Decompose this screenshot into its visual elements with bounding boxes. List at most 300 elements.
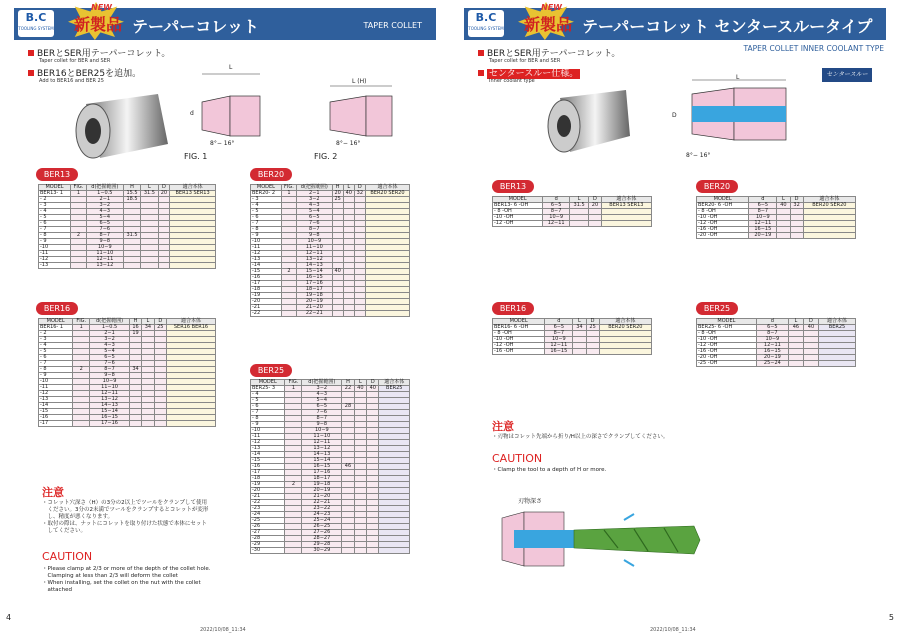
table-cell: -12: [251, 251, 282, 257]
table-cell: BER25- 3: [251, 386, 285, 392]
bullet-1-en: Taper collet for BER and SER: [489, 58, 561, 64]
tag-ber20: BER20: [250, 168, 292, 181]
table-cell: 21−20: [297, 305, 333, 311]
page-title-en: TAPER COLLET: [363, 21, 422, 30]
table-cell: 22: [342, 386, 354, 392]
table-cell: - 5: [251, 209, 282, 215]
tag-ber20: BER20: [696, 180, 738, 193]
table-cell: BER25: [379, 386, 410, 392]
column-header: FIG.: [281, 185, 296, 191]
table-cell: - 9: [251, 233, 282, 239]
column-header: d: [543, 197, 570, 203]
table-cell: 7−6: [297, 221, 333, 227]
table-cell: 2: [285, 482, 302, 488]
table-cell: 40: [332, 269, 343, 275]
table-cell: 1−0.5: [86, 191, 123, 197]
column-header: H: [342, 380, 354, 386]
table-cell: -10: [251, 428, 285, 434]
table-cell: - 5: [39, 349, 73, 355]
table-cell: 2−1: [297, 191, 333, 197]
table-cell: 15−14: [302, 458, 342, 464]
table-cell: BER25: [818, 325, 855, 331]
table-cell: [142, 421, 154, 427]
table-cell: BER20 SER20: [803, 203, 855, 209]
table-cell: -12 -OH: [697, 221, 749, 227]
l-label: L: [736, 74, 740, 81]
bullet-1-en: Taper collet for BER and SER: [39, 58, 111, 64]
table-cell: 10−9: [86, 245, 123, 251]
table-cell: 3−2: [297, 197, 333, 203]
table-cell: - 9: [39, 239, 71, 245]
table-cell: [141, 263, 158, 269]
table-cell: [343, 311, 354, 317]
table-cell: - 8 -OH: [493, 209, 543, 215]
table-cell: 31.5: [123, 233, 140, 239]
table-cell: 16−15: [302, 464, 342, 470]
fig1-l-label: L: [229, 64, 233, 71]
table-cell: 28: [342, 404, 354, 410]
column-header: D: [158, 185, 170, 191]
table-cell: [777, 233, 790, 239]
table-cell: -27: [251, 530, 285, 536]
table-cell: -11: [251, 245, 282, 251]
column-header: d(把握範囲): [86, 185, 123, 191]
table-cell: 12−11: [749, 221, 777, 227]
bullet-2: BER16とBER25を追加。: [28, 66, 141, 79]
table-cell: [570, 221, 589, 227]
table-cell: [170, 263, 216, 269]
table-cell: - 9: [39, 373, 73, 379]
table-cell: 15−14: [297, 269, 333, 275]
table-row: [251, 311, 410, 317]
column-header: D: [790, 197, 803, 203]
bullet-2-text: センタースルー仕様。: [489, 69, 579, 79]
table-cell: - 7: [39, 361, 73, 367]
table-cell: 12−11: [545, 343, 573, 349]
table-row: [251, 548, 410, 554]
table-cell: - 6: [39, 355, 73, 361]
table-ber16: [492, 318, 652, 355]
table-cell: 26−25: [302, 524, 342, 530]
column-header: L: [777, 197, 790, 203]
table-cell: [285, 548, 302, 554]
table-cell: [342, 548, 354, 554]
table-cell: -25 -OH: [697, 361, 757, 367]
table-cell: -23: [251, 506, 285, 512]
table-cell: 4−3: [302, 392, 342, 398]
column-header: L: [142, 319, 154, 325]
table-cell: 27−26: [302, 530, 342, 536]
table-cell: 19−18: [297, 293, 333, 299]
fig2-angle: 8°− 16°: [336, 140, 361, 147]
table-cell: 9−8: [302, 422, 342, 428]
column-header: FIG.: [73, 319, 90, 325]
table-cell: 20−19: [297, 299, 333, 305]
table-cell: 12−11: [543, 221, 570, 227]
table-cell: - 4: [39, 343, 73, 349]
table-cell: 20−19: [756, 355, 788, 361]
table-cell: -15: [251, 269, 282, 275]
column-header: H: [129, 319, 141, 325]
table-cell: 12−11: [297, 251, 333, 257]
table-cell: 34: [129, 367, 141, 373]
table-cell: -25: [251, 518, 285, 524]
table-cell: - 7: [251, 221, 282, 227]
column-header: D: [367, 380, 379, 386]
table-cell: [71, 263, 87, 269]
table-cell: -21: [251, 494, 285, 500]
table-cell: 20−19: [302, 488, 342, 494]
table-cell: 2: [71, 233, 87, 239]
column-header: MODEL: [493, 319, 545, 325]
table-cell: -24: [251, 512, 285, 518]
table-cell: - 8: [251, 227, 282, 233]
table-cell: -10 -OH: [697, 215, 749, 221]
column-header: MODEL: [39, 185, 71, 191]
tag-ber25: BER25: [696, 302, 738, 315]
page-title-en: TAPER COLLET INNER COOLANT TYPE: [743, 44, 884, 53]
table-cell: 16−15: [90, 415, 130, 421]
table-cell: - 2: [39, 331, 73, 337]
table-cell: 19: [129, 331, 141, 337]
table-cell: 25−24: [756, 361, 788, 367]
tag-ber16: BER16: [492, 302, 534, 315]
table-cell: 6−5: [543, 203, 570, 209]
table-cell: 7−6: [90, 361, 130, 367]
table-cell: -13: [39, 397, 73, 403]
table-cell: [379, 548, 410, 554]
table-ber20: [250, 184, 410, 317]
table-cell: 8−7: [545, 331, 573, 337]
table-cell: 5−4: [86, 215, 123, 221]
table-cell: 31.5: [570, 203, 589, 209]
table-cell: 40: [343, 191, 354, 197]
table-cell: - 4: [251, 203, 282, 209]
column-header: d: [756, 319, 788, 325]
collet-photo: [30, 84, 190, 170]
table-cell: 14−13: [302, 452, 342, 458]
table-cell: 15.5: [123, 191, 140, 197]
table-cell: 16−15: [749, 227, 777, 233]
table-cell: -16 -OH: [697, 227, 749, 233]
table-cell: 5−4: [90, 349, 130, 355]
table-cell: - 8: [251, 416, 285, 422]
table-cell: 2−1: [86, 197, 123, 203]
column-header: d: [749, 197, 777, 203]
table-cell: 18−17: [297, 287, 333, 293]
table-cell: 13−12: [86, 263, 123, 269]
collet-drawings: [190, 64, 440, 164]
table-cell: -20 -OH: [697, 355, 757, 361]
table-cell: 10−9: [543, 215, 570, 221]
table-cell: - 7: [251, 410, 285, 416]
print-date: 2022/10/08_11:34: [650, 627, 696, 633]
table-cell: - 2: [39, 197, 71, 203]
table-cell: 6−5: [86, 221, 123, 227]
table-cell: 11−10: [302, 434, 342, 440]
table-cell: 10−9: [756, 337, 788, 343]
table-cell: 17−16: [90, 421, 130, 427]
bullet-2-en: Add to BER16 and BER 25: [39, 78, 104, 84]
table-cell: [601, 221, 651, 227]
column-header: MODEL: [493, 197, 543, 203]
table-ber20: [696, 196, 856, 239]
right-page: [450, 0, 900, 636]
table-cell: -13: [251, 446, 285, 452]
table-cell: 5−4: [302, 398, 342, 404]
table-cell: -12: [251, 440, 285, 446]
table-cell: -12 -OH: [697, 343, 757, 349]
fig1-d-label: d: [190, 110, 194, 117]
table-cell: -21: [251, 305, 282, 311]
column-header: H: [332, 185, 343, 191]
depth-label: 刃物深さ: [518, 498, 543, 505]
table-cell: [365, 311, 409, 317]
table-cell: 4−3: [90, 343, 130, 349]
table-cell: 13−12: [90, 397, 130, 403]
table-cell: 9−8: [86, 239, 123, 245]
table-cell: -11: [39, 251, 71, 257]
table-cell: 16: [129, 325, 141, 331]
table-ber13: [38, 184, 216, 269]
column-header: 適合本体: [601, 197, 651, 203]
table-cell: [166, 421, 215, 427]
table-cell: 1−0.5: [90, 325, 130, 331]
caution-jp-heading: 注意: [42, 486, 64, 499]
column-header: MODEL: [251, 185, 282, 191]
table-cell: [599, 349, 651, 355]
table-cell: BER16- 6 -OH: [493, 325, 545, 331]
table-cell: -20: [251, 299, 282, 305]
column-header: 適合本体: [599, 319, 651, 325]
table-cell: - 7: [39, 227, 71, 233]
table-cell: 25: [332, 197, 343, 203]
table-cell: [803, 361, 818, 367]
table-cell: 40: [367, 386, 379, 392]
column-header: L: [573, 319, 586, 325]
table-cell: 4−3: [86, 209, 123, 215]
table-cell: - 6: [251, 215, 282, 221]
table-cell: - 8 -OH: [697, 209, 749, 215]
table-cell: - 4: [251, 392, 285, 398]
table-ber25: [250, 379, 410, 554]
new-product-label: 新製品: [524, 15, 573, 34]
table-cell: -19: [251, 293, 282, 299]
page-header: [464, 3, 886, 40]
table-cell: 11−10: [86, 251, 123, 257]
bc-logo: B.C TOOLING SYSTEM: [468, 10, 504, 37]
table-cell: 30−29: [302, 548, 342, 554]
table-cell: -16: [39, 415, 73, 421]
column-header: D: [803, 319, 818, 325]
table-cell: 40: [777, 203, 790, 209]
table-cell: BER13 SER13: [601, 203, 651, 209]
table-cell: 13−12: [302, 446, 342, 452]
table-cell: -16 -OH: [697, 349, 757, 355]
table-cell: 32: [790, 203, 803, 209]
table-cell: 14−13: [297, 263, 333, 269]
page-number: 5: [888, 613, 894, 622]
table-cell: 1: [281, 191, 296, 197]
table-cell: -12 -OH: [493, 343, 545, 349]
table-cell: [154, 421, 166, 427]
table-cell: 6−5: [756, 325, 788, 331]
table-row: [493, 221, 652, 227]
table-row: [39, 421, 216, 427]
table-cell: 8−7: [90, 367, 130, 373]
table-cell: 40: [803, 325, 818, 331]
table-cell: -30: [251, 548, 285, 554]
table-cell: 1: [71, 191, 87, 197]
tag-ber13: BER13: [36, 168, 78, 181]
table-cell: 4−3: [297, 203, 333, 209]
fig1-angle: 8°− 16°: [210, 140, 235, 147]
table-cell: [790, 233, 803, 239]
bullet-2-en: Inner coolant type: [489, 78, 535, 84]
table-cell: [367, 548, 379, 554]
caution-jp-text: ・刃物はコレット先端から折り/H以上の深さでクランプしてください。: [492, 434, 669, 440]
table-cell: 12−11: [90, 391, 130, 397]
table-cell: 20: [332, 191, 343, 197]
table-cell: BER20- 6 -OH: [697, 203, 749, 209]
collet-drawing: [674, 76, 834, 156]
bullet-1: BERとSER用テーパーコレット。: [478, 46, 620, 59]
table-cell: [573, 349, 586, 355]
table-cell: - 4: [39, 209, 71, 215]
table-cell: -14: [39, 403, 73, 409]
table-cell: 25: [586, 325, 599, 331]
table-cell: BER20- 2: [251, 191, 282, 197]
table-cell: [354, 548, 366, 554]
table-cell: 8−7: [756, 331, 788, 337]
caution-en-text: ・Please clamp at 2/3 or more of the depth of the collet hole. Clamping at less than 2/3 will deform the collet ・When installing, set the collet on the nut with the collet attached: [42, 566, 211, 593]
table-cell: 6−5: [545, 325, 573, 331]
column-header: 適合本体: [803, 197, 855, 203]
column-header: d(把握範囲): [302, 380, 342, 386]
table-cell: 25−24: [302, 518, 342, 524]
table-cell: 15−14: [90, 409, 130, 415]
table-cell: -13: [39, 263, 71, 269]
table-cell: 16−15: [297, 275, 333, 281]
table-cell: [281, 311, 296, 317]
collet-photo: [530, 84, 630, 164]
table-cell: 2−1: [90, 331, 130, 337]
table-row: [39, 263, 216, 269]
page-number: 4: [6, 613, 12, 622]
table-cell: BER20 SER20: [365, 191, 409, 197]
table-cell: - 8 -OH: [493, 331, 545, 337]
page-title: テーパーコレット: [132, 17, 260, 36]
table-cell: -14: [251, 452, 285, 458]
column-header: L: [788, 319, 803, 325]
column-header: 適合本体: [170, 185, 216, 191]
table-cell: 8−7: [297, 227, 333, 233]
table-cell: 46: [788, 325, 803, 331]
table-cell: -10 -OH: [697, 337, 757, 343]
table-cell: 24−23: [302, 512, 342, 518]
table-cell: -12 -OH: [493, 221, 543, 227]
table-cell: 6−5: [297, 215, 333, 221]
new-label: NEW: [91, 3, 112, 12]
table-cell: 22−21: [302, 500, 342, 506]
center-through-badge: センタースルー: [822, 68, 872, 82]
table-cell: 20: [158, 191, 170, 197]
table-ber25: [696, 318, 856, 367]
bc-logo: B.C TOOLING SYSTEM: [18, 10, 54, 37]
table-cell: - 9: [251, 422, 285, 428]
table-cell: 8−7: [302, 416, 342, 422]
column-header: L: [343, 185, 354, 191]
table-cell: -16: [251, 464, 285, 470]
table-cell: 18.5: [123, 197, 140, 203]
table-cell: -15: [39, 409, 73, 415]
column-header: L: [570, 197, 589, 203]
table-cell: 3−2: [90, 337, 130, 343]
d-label: D: [672, 112, 677, 119]
drill-diagram: [494, 500, 704, 580]
table-cell: -10: [251, 239, 282, 245]
table-cell: - 8: [39, 233, 71, 239]
table-cell: - 3: [251, 197, 282, 203]
table-cell: 10−9: [302, 428, 342, 434]
table-cell: [354, 311, 365, 317]
table-cell: 7−6: [86, 227, 123, 233]
table-cell: -12: [39, 391, 73, 397]
table-cell: 16−15: [756, 349, 788, 355]
column-header: d(把握範囲): [90, 319, 130, 325]
table-cell: 10−9: [90, 379, 130, 385]
tag-ber16: BER16: [36, 302, 78, 315]
table-cell: 46: [342, 464, 354, 470]
column-header: d: [545, 319, 573, 325]
column-header: MODEL: [251, 380, 285, 386]
table-cell: [818, 361, 855, 367]
table-row: [697, 361, 856, 367]
table-cell: 2: [281, 269, 296, 275]
table-cell: - 6: [39, 221, 71, 227]
column-header: L: [141, 185, 158, 191]
table-cell: 40: [354, 386, 366, 392]
table-cell: - 3: [39, 337, 73, 343]
column-header: 適合本体: [166, 319, 215, 325]
fig1-label: FIG. 1: [184, 152, 208, 161]
tag-ber13: BER13: [492, 180, 534, 193]
table-cell: -12: [39, 257, 71, 263]
table-cell: 3−2: [86, 203, 123, 209]
column-header: H: [123, 185, 140, 191]
table-cell: -17: [251, 281, 282, 287]
table-cell: BER20 SER20: [599, 325, 651, 331]
table-cell: 34: [142, 325, 154, 331]
column-header: MODEL: [39, 319, 73, 325]
table-cell: -11: [251, 434, 285, 440]
table-cell: [332, 311, 343, 317]
table-cell: 10−9: [545, 337, 573, 343]
table-cell: 11−10: [297, 245, 333, 251]
table-cell: 23−22: [302, 506, 342, 512]
table-cell: -26: [251, 524, 285, 530]
table-cell: 5−4: [297, 209, 333, 215]
table-cell: -22: [251, 500, 285, 506]
table-cell: [589, 221, 602, 227]
table-cell: BER13- 1: [39, 191, 71, 197]
table-cell: 12−11: [86, 257, 123, 263]
table-cell: 16−15: [545, 349, 573, 355]
page-header: [14, 3, 436, 40]
table-cell: -17: [39, 421, 73, 427]
table-cell: -13: [251, 257, 282, 263]
column-header: 適合本体: [379, 380, 410, 386]
